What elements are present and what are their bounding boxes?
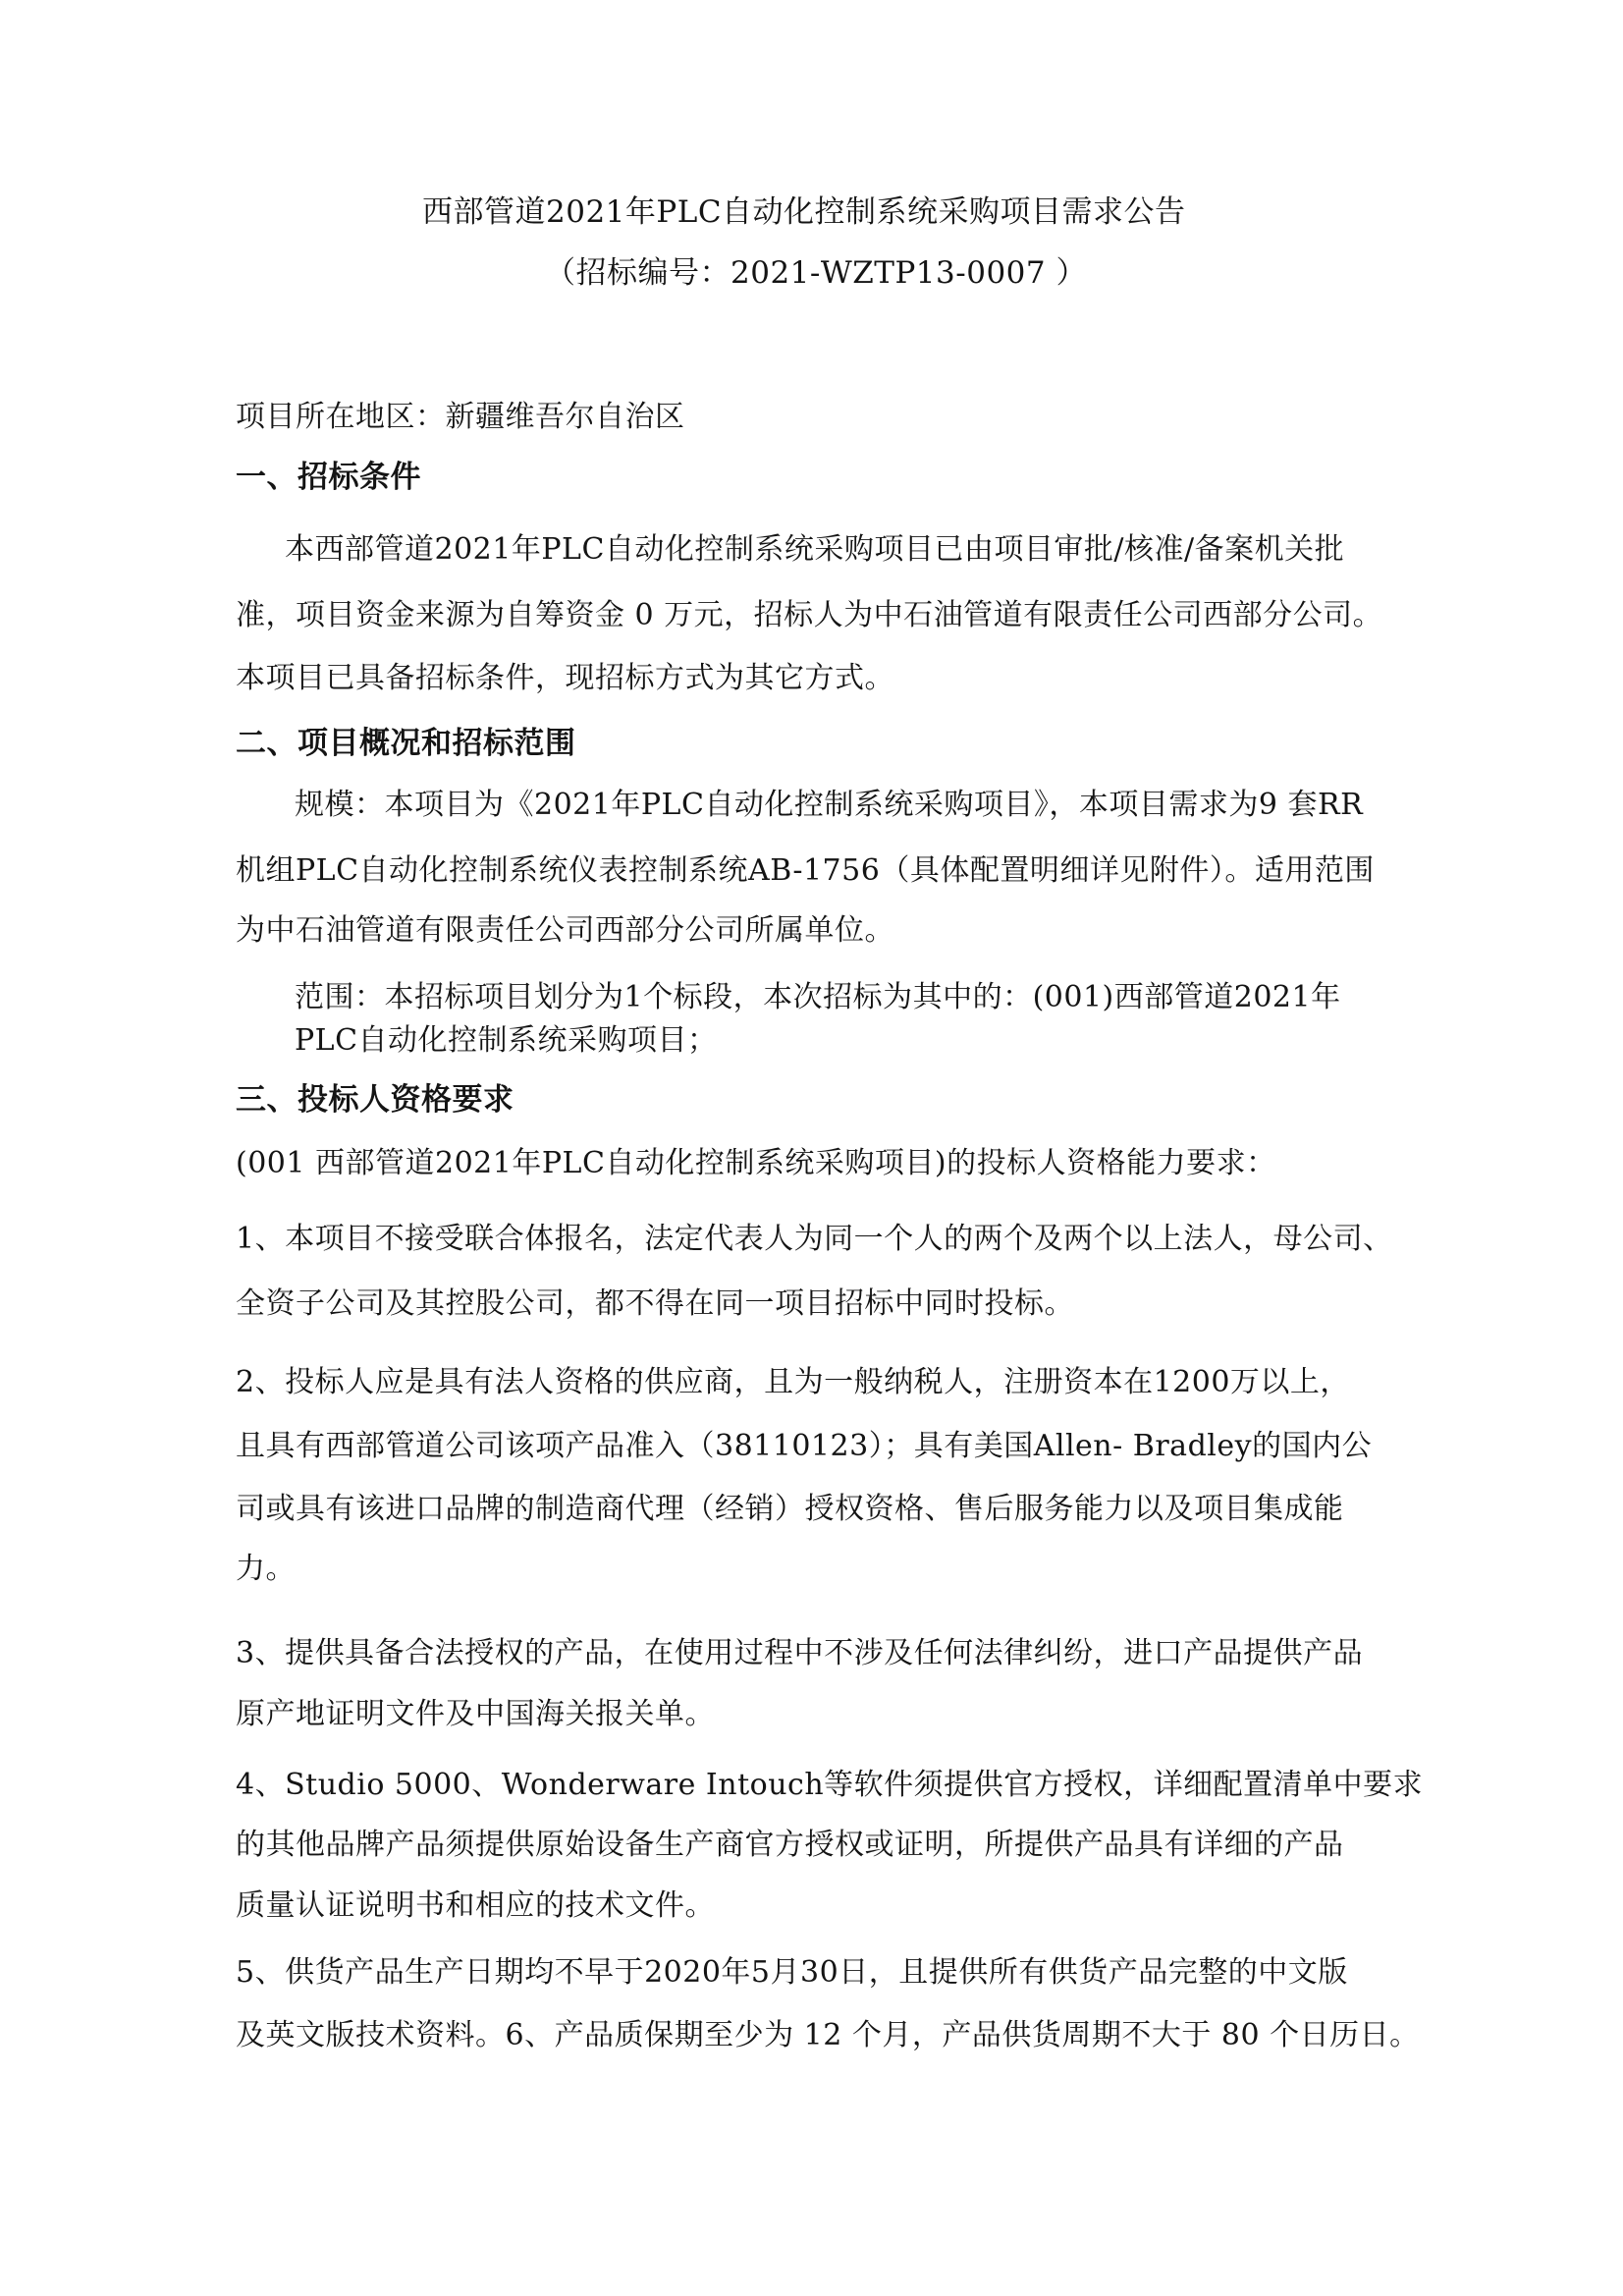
paragraph-line: 且具有西部管道公司该项产品准入（38110123）；具有美国Allen- Bradley的国内公 xyxy=(236,1429,1373,1463)
paragraph-line: 4、Studio 5000、Wonderware Intouch等软件须提供官方授权，详细配置清单中要求 xyxy=(236,1768,1424,1802)
paragraph-line: 原产地证明文件及中国海关报关单。 xyxy=(236,1697,715,1731)
paragraph-line: 的其他品牌产品须提供原始设备生产商官方授权或证明，所提供产品具有详细的产品 xyxy=(236,1828,1344,1862)
paragraph-line: 5、供货产品生产日期均不早于2020年5月30日，且提供所有供货产品完整的中文版 xyxy=(236,1955,1348,1990)
section-heading-bidder-qualification: 三、投标人资格要求 xyxy=(236,1082,514,1118)
section-heading-bidding-conditions: 一、招标条件 xyxy=(236,460,421,495)
paragraph-line: 质量认证说明书和相应的技术文件。 xyxy=(236,1888,715,1923)
paragraph-line: 本项目已具备招标条件，现招标方式为其它方式。 xyxy=(236,661,894,695)
paragraph-line: 1、本项目不接受联合体报名，法定代表人为同一个人的两个及两个以上法人，母公司、 xyxy=(236,1222,1393,1256)
section-heading-project-overview: 二、项目概况和招标范围 xyxy=(236,726,576,761)
paragraph-line: 3、提供具备合法授权的产品，在使用过程中不涉及任何法律纠纷，进口产品提供产品 xyxy=(236,1636,1364,1670)
paragraph-line: 全资子公司及其控股公司，都不得在同一项目招标中同时投标。 xyxy=(236,1286,1074,1321)
paragraph-line: 2、投标人应是具有法人资格的供应商，且为一般纳税人，注册资本在1200万以上， xyxy=(236,1365,1350,1399)
paragraph-line: 本西部管道2021年PLC自动化控制系统采购项目已由项目审批/核准/备案机关批 xyxy=(285,532,1345,567)
paragraph-line: PLC自动化控制系统采购项目； xyxy=(295,1023,718,1058)
tender-number: （招标编号：2021-WZTP13-0007 ） xyxy=(545,255,1087,291)
paragraph-line: 为中石油管道有限责任公司西部分公司所属单位。 xyxy=(236,913,894,948)
paragraph-line: 准，项目资金来源为自筹资金 0 万元，招标人为中石油管道有限责任公司西部分公司。 xyxy=(236,598,1383,632)
paragraph-line: 力。 xyxy=(236,1552,296,1586)
paragraph-line: (001 西部管道2021年PLC自动化控制系统采购项目)的投标人资格能力要求： xyxy=(236,1146,1276,1180)
paragraph-line: 范围：本招标项目划分为1个标段，本次招标为其中的：(001)西部管道2021年 xyxy=(295,980,1341,1014)
project-region: 项目所在地区：新疆维吾尔自治区 xyxy=(236,400,685,434)
paragraph-line: 及英文版技术资料。6、产品质保期至少为 12 个月，产品供货周期不大于 80 个日历日。 xyxy=(236,2018,1420,2052)
document-title: 西部管道2021年PLC自动化控制系统采购项目需求公告 xyxy=(422,194,1186,230)
paragraph-line: 机组PLC自动化控制系统仪表控制系统AB-1756（具体配置明细详见附件）。适用范围 xyxy=(236,853,1375,888)
paragraph-line: 规模：本项目为《2021年PLC自动化控制系统采购项目》，本项目需求为9 套RR xyxy=(295,788,1364,822)
paragraph-line: 司或具有该进口品牌的制造商代理（经销）授权资格、售后服务能力以及项目集成能 xyxy=(236,1492,1344,1526)
